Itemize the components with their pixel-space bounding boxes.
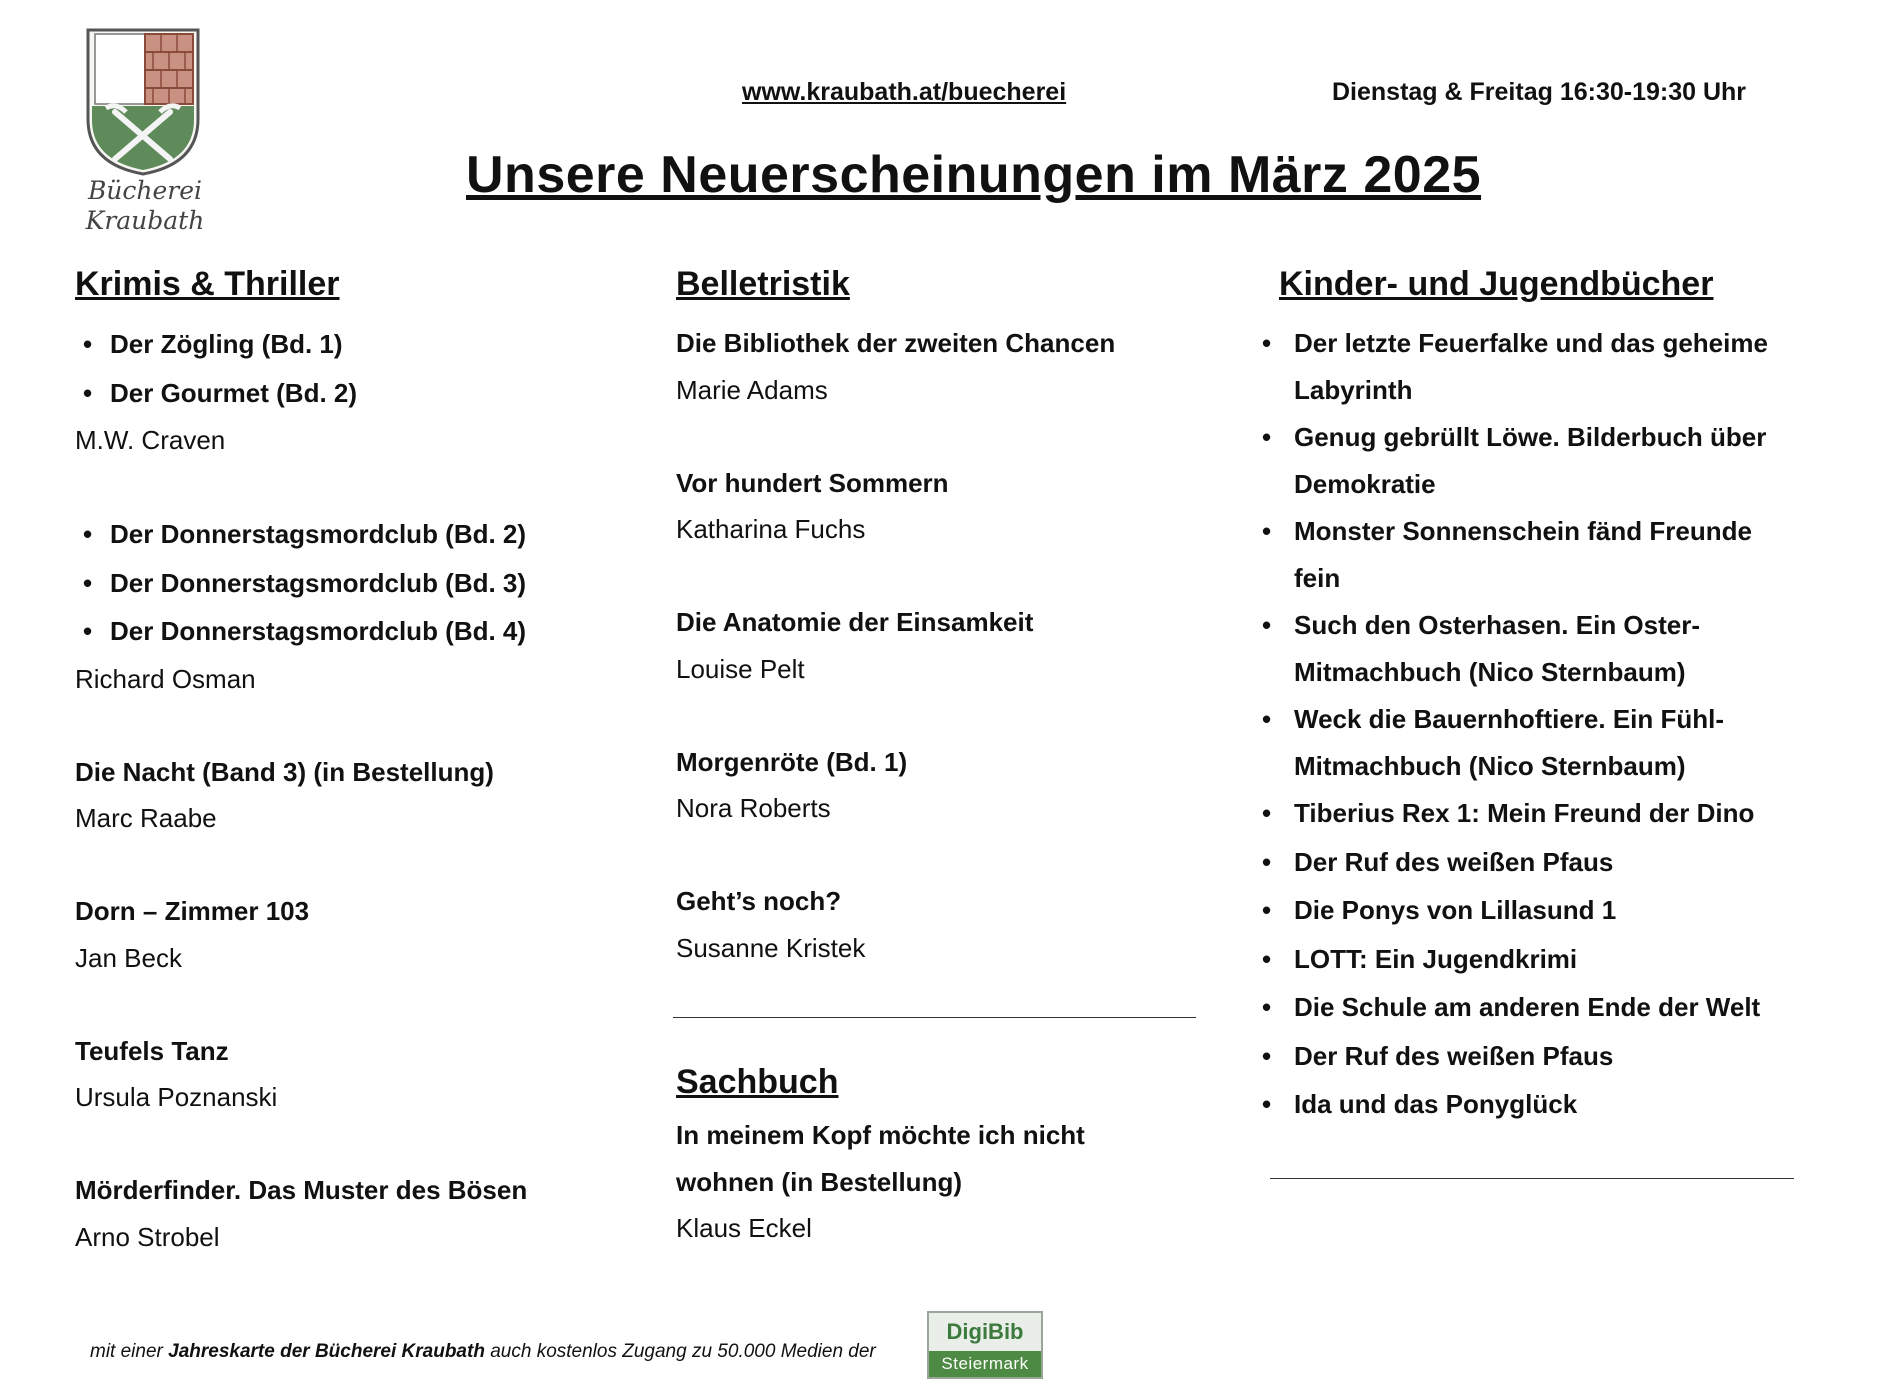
- book-author: M.W. Craven: [75, 425, 226, 455]
- list-item: • Der Donnerstagsmordclub (Bd. 2): [75, 510, 635, 559]
- book-title-line-2: wohnen (in Bestellung): [676, 1166, 962, 1197]
- list-item: • Die Schule am anderen Ende der Welt: [1262, 984, 1822, 1031]
- book-author: Klaus Eckel: [676, 1213, 812, 1243]
- footer-note: [90, 1341, 876, 1363]
- kinder-book-list: [1262, 320, 1822, 1128]
- footer-text-start: mit einer: [90, 1341, 169, 1362]
- book-title: Geht’s noch?: [676, 886, 842, 916]
- book-title-line-1: In meinem Kopf möchte ich nicht: [676, 1120, 1085, 1150]
- book-author: Nora Roberts: [676, 793, 831, 823]
- krimis-column: [75, 262, 635, 1260]
- website-link[interactable]: www.kraubath.at/buecherei: [742, 78, 1067, 106]
- kinder-heading: Kinder- und Jugendbücher: [1279, 265, 1714, 303]
- list-item: • Genug gebrüllt Löwe. Bilderbuch über Demokratie: [1262, 414, 1822, 507]
- osman-book-list: [75, 510, 635, 656]
- book-title: Mörderfinder. Das Muster des Bösen: [75, 1175, 528, 1205]
- book-author: Jan Beck: [75, 942, 182, 973]
- list-item: • Der Donnerstagsmordclub (Bd. 4): [75, 607, 635, 656]
- footer-text-bold: Jahreskarte der Bücherei Kraubath: [168, 1341, 485, 1362]
- book-author: Arno Strobel: [75, 1221, 220, 1252]
- book-title: Die Anatomie der Einsamkeit: [676, 607, 1034, 637]
- list-item: • Ida und das Ponyglück: [1262, 1081, 1822, 1128]
- digibib-logo[interactable]: [927, 1311, 1043, 1379]
- book-author: Louise Pelt: [676, 653, 805, 684]
- krimis-heading: Krimis & Thriller: [75, 265, 340, 303]
- book-author: Marie Adams: [676, 374, 828, 405]
- book-title: Morgenröte (Bd. 1): [676, 746, 908, 777]
- footer-text-end: auch kostenlos Zugang zu 50.000 Medien der: [484, 1341, 876, 1362]
- book-author: Katharina Fuchs: [676, 514, 866, 544]
- book-author: Marc Raabe: [75, 803, 217, 833]
- opening-hours: Dienstag & Freitag 16:30-19:30 Uhr: [1332, 78, 1747, 106]
- coat-of-arms-icon: [80, 24, 210, 179]
- list-item: • Monster Sonnenschein fänd Freunde fein: [1262, 508, 1822, 601]
- book-title: Die Nacht (Band 3) (in Bestellung): [75, 756, 494, 787]
- book-title: Vor hundert Sommern: [676, 467, 949, 498]
- list-item: • Der letzte Feuerfalke und das geheime Labyrinth: [1262, 320, 1822, 413]
- list-item: • Tiberius Rex 1: Mein Freund der Dino: [1262, 790, 1822, 837]
- sachbuch-column: [676, 1060, 1206, 1252]
- list-item: • Weck die Bauernhoftiere. Ein Fühl- Mitmachbuch (Nico Sternbaum): [1262, 696, 1822, 789]
- page-title: Unsere Neuerscheinungen im März 2025: [466, 146, 1482, 204]
- book-title: Teufels Tanz: [75, 1035, 229, 1066]
- section-divider: [673, 1017, 1196, 1018]
- book-author: Richard Osman: [75, 663, 256, 694]
- list-item: • Der Donnerstagsmordclub (Bd. 3): [75, 559, 635, 608]
- kinder-column: [1262, 262, 1822, 1129]
- book-title: Die Bibliothek der zweiten Chancen: [676, 328, 1116, 358]
- list-item: • Such den Osterhasen. Ein Oster- Mitmachbuch (Nico Sternbaum): [1262, 602, 1822, 695]
- list-item: • Der Ruf des weißen Pfaus: [1262, 1033, 1822, 1080]
- belletristik-heading: Belletristik: [676, 265, 850, 303]
- library-logo: [80, 24, 210, 239]
- sachbuch-heading: Sachbuch: [676, 1063, 839, 1101]
- book-title: Dorn – Zimmer 103: [75, 896, 310, 926]
- logo-text-line-2: Kraubath: [85, 206, 205, 235]
- list-item: • Der Gourmet (Bd. 2): [75, 369, 635, 418]
- book-author: Ursula Poznanski: [75, 1082, 278, 1112]
- craven-book-list: [75, 320, 635, 417]
- list-item: • Der Zögling (Bd. 1): [75, 320, 635, 369]
- digibib-logo-top: DigiBib: [946, 1319, 1024, 1344]
- section-divider: [1270, 1178, 1794, 1179]
- list-item: • Die Ponys von Lillasund 1: [1262, 887, 1822, 934]
- belletristik-column: [676, 262, 1206, 971]
- list-item: • Der Ruf des weißen Pfaus: [1262, 839, 1822, 886]
- book-author: Susanne Kristek: [676, 932, 866, 963]
- digibib-logo-bottom: Steiermark: [929, 1351, 1041, 1377]
- logo-text-line-1: Bücherei: [87, 176, 203, 205]
- list-item: • LOTT: Ein Jugendkrimi: [1262, 936, 1822, 983]
